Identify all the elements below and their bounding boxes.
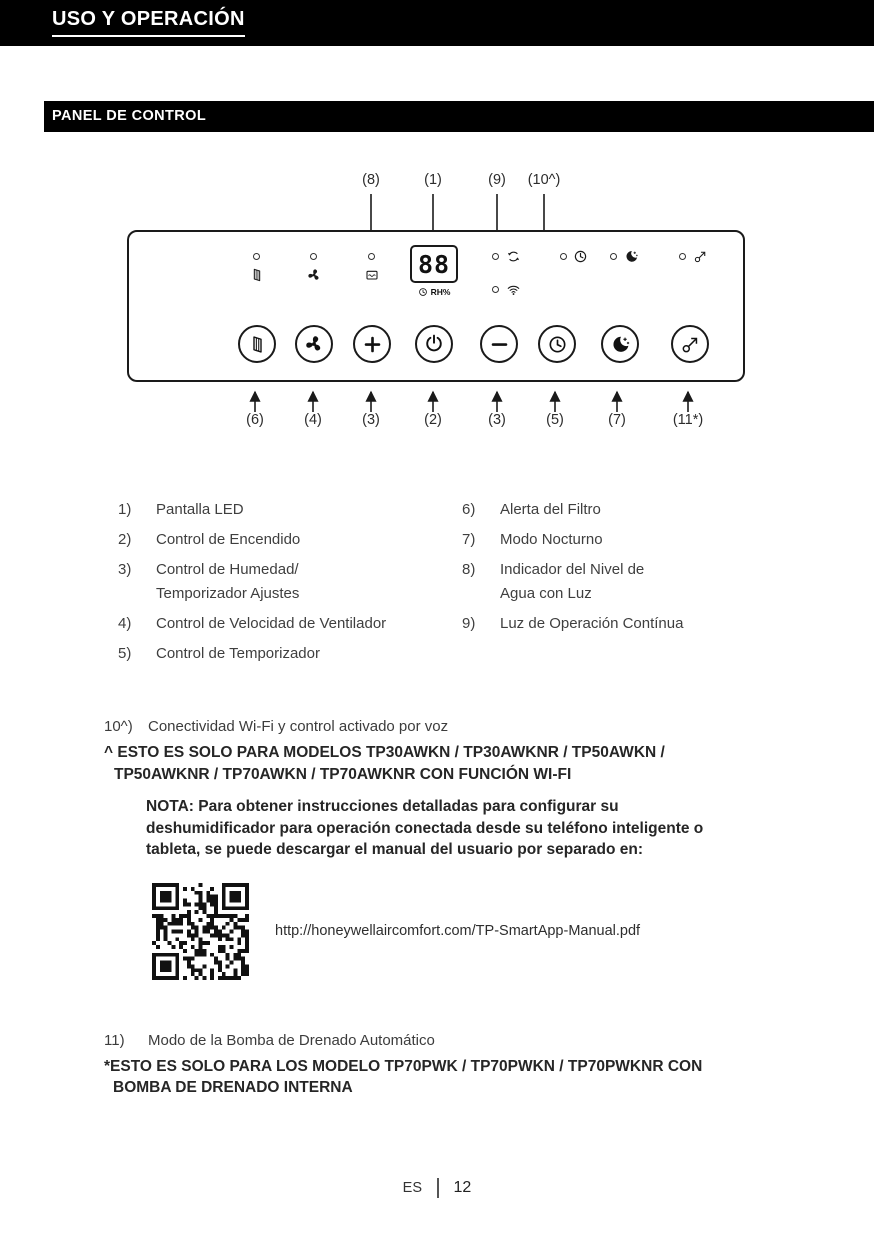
callout-label-7: (7)	[608, 412, 626, 428]
water-level-icon	[364, 267, 380, 283]
led-display-value: 88	[417, 249, 451, 279]
legend-item-7: 7) Modo Nocturno	[462, 531, 603, 548]
note-item-10: 10^) Conectividad Wi-Fi y control activado por voz	[104, 718, 449, 735]
rh-label: RH%	[430, 287, 451, 297]
plus-icon	[362, 334, 383, 355]
humidity-up-button	[353, 325, 391, 363]
legend-item-5: 5) Control de Temporizador	[118, 645, 320, 662]
nota-paragraph: NOTA: Para obtener instrucciones detalladas para configurar su deshumidificador para operación conectada desde su teléfono inteligente o tableta, se puede descargar el manual del usuario por separado en:	[146, 798, 704, 858]
night-mode-button	[601, 325, 639, 363]
night-indicator-light	[610, 253, 617, 260]
footer-divider	[437, 1178, 439, 1198]
timer-icon	[547, 334, 568, 355]
control-panel-face	[127, 230, 745, 382]
language-code: ES	[402, 1180, 423, 1196]
wifi-icon	[506, 282, 521, 297]
legend-item-3: 3) Control de Humedad/ Temporizador Ajustes	[118, 561, 300, 602]
page-title: USO Y OPERACIÓN	[52, 8, 245, 37]
display-sublabels	[406, 287, 462, 297]
notes-section	[104, 716, 794, 1099]
filter-icon	[247, 334, 268, 355]
led-display	[410, 245, 458, 283]
fan-speed-button	[295, 325, 333, 363]
legend-item-4: 4) Control de Velocidad de Ventilador	[118, 615, 387, 632]
legend-column-left	[118, 498, 448, 672]
legend-item-1: 1) Pantalla LED	[118, 501, 244, 518]
callout-label-1: (1)	[424, 172, 442, 188]
control-panel-diagram	[0, 160, 874, 460]
power-icon	[423, 333, 445, 355]
filter-reset-button	[238, 325, 276, 363]
manual-url-link[interactable]: http://honeywellaircomfort.com/TP-SmartApp-Manual.pdf	[275, 922, 641, 939]
qr-row	[152, 883, 794, 980]
callout-label-5: (5)	[546, 412, 564, 428]
water-level-indicator-light	[368, 253, 375, 260]
qr-code	[152, 883, 249, 980]
timer-icon	[418, 287, 428, 297]
callout-label-6: (6)	[246, 412, 264, 428]
timer-icon	[573, 249, 588, 264]
continuous-mode-icon	[506, 249, 521, 264]
night-mode-icon	[610, 334, 631, 355]
continuous-indicator-light	[492, 253, 499, 260]
timer-button	[538, 325, 576, 363]
section-header-bar	[44, 101, 874, 132]
humidity-down-button	[480, 325, 518, 363]
callout-label-4: (4)	[304, 412, 322, 428]
fan-icon	[303, 333, 325, 355]
page-footer	[0, 1178, 874, 1198]
callout-label-3a: (3)	[362, 412, 380, 428]
callout-label-11: (11*)	[672, 412, 704, 428]
note-item-11: 11) Modo de la Bomba de Drenado Automático	[104, 1031, 435, 1049]
wifi-models-note: ^ ESTO ES SOLO PARA MODELOS TP30AWKN / TP30AWKNR / TP50AWKN / TP50AWKNR / TP70AWKN / TP70AWKNR CON FUNCIÓN WI-FI	[104, 744, 665, 783]
pump-button	[671, 325, 709, 363]
pump-icon	[693, 249, 708, 264]
fan-icon	[306, 267, 322, 283]
callout-label-3b: (3)	[488, 412, 506, 428]
fan-indicator-light	[310, 253, 317, 260]
legend-column-right	[462, 498, 772, 642]
minus-icon	[489, 334, 510, 355]
page-header-bar	[0, 0, 874, 46]
timer-indicator-light	[560, 253, 567, 260]
power-button	[415, 325, 453, 363]
wifi-indicator-light	[492, 286, 499, 293]
pump-icon	[680, 334, 701, 355]
callout-label-8: (8)	[362, 172, 380, 188]
callout-label-10: (10^)	[527, 172, 561, 188]
legend-item-8: 8) Indicador del Nivel de Agua con Luz	[462, 561, 645, 602]
filter-icon	[249, 267, 265, 283]
legend-item-9: 9) Luz de Operación Contínua	[462, 615, 684, 632]
legend-item-6: 6) Alerta del Filtro	[462, 501, 601, 518]
callout-label-9: (9)	[488, 172, 506, 188]
night-mode-icon	[624, 249, 639, 264]
page-number: 12	[453, 1179, 472, 1196]
section-title: PANEL DE CONTROL	[52, 108, 207, 124]
pump-models-note: *ESTO ES SOLO PARA LOS MODELO TP70PWK / TP70PWKN / TP70PWKNR CON BOMBA DE DRENADO INTERNA	[104, 1057, 703, 1096]
filter-indicator-light	[253, 253, 260, 260]
pump-indicator-light	[679, 253, 686, 260]
legend-item-2: 2) Control de Encendido	[118, 531, 301, 548]
callout-label-2: (2)	[424, 412, 442, 428]
